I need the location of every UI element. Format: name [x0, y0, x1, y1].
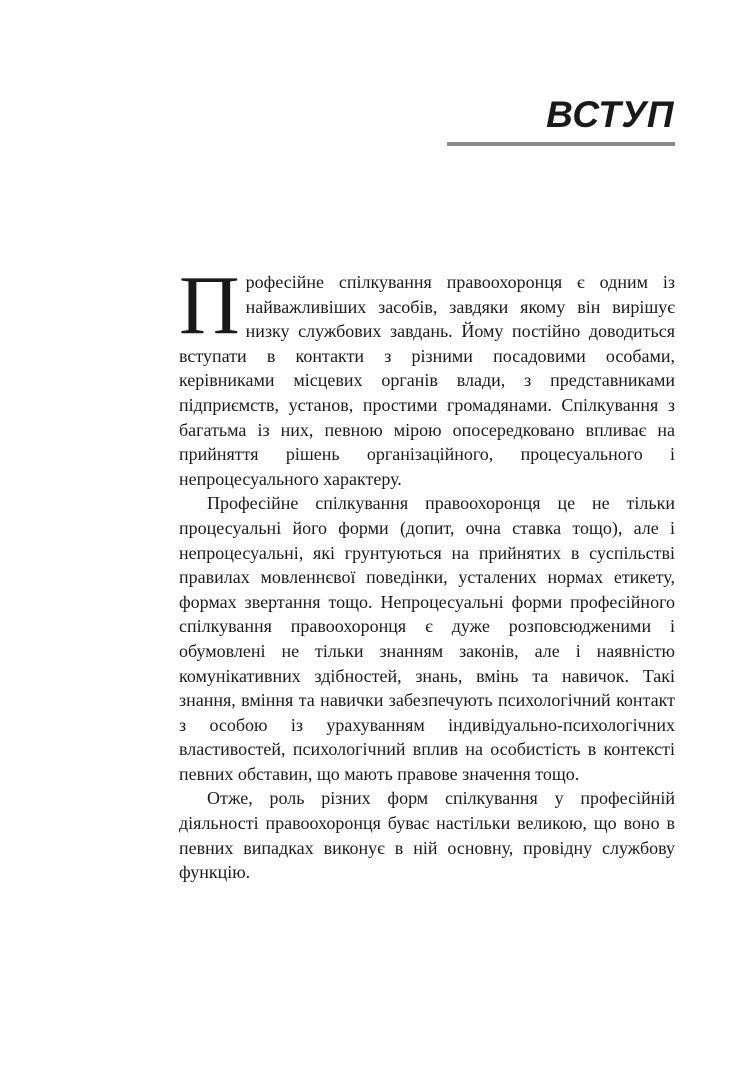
paragraph-3: Отже, роль різних форм спілкування у професійній діяльності правоохоронця буває настільки великою, що воно в певних випадках виконує в ній основну, провідну службову функцію.: [179, 788, 675, 883]
paragraph-2: Професійне спілкування правоохоронця це не тільки процесуальні його форми (допит, очна ставка тощо), але і непроцесуальні, які грунтуються на прийнятих в суспільстві правилах мовленнєвої поведінки, усталених нормах етикету, формах звертання тощо. Непроцесуальні форми професійного спілкування правоохоронця є дуже розповсюдженими і обумовлені не тільки знанням законів, але і наявністю комунікативних здібностей, знань, вмінь та навичок. Такі знання, вміння та навички забезпечують психологічний контакт з особою із урахуванням індивідуально-психологічних властивостей, психологічний вплив на особистість в контексті певних обставин, що мають правове значення тощо.: [179, 493, 675, 784]
paragraph-1-text: рофесійне спілкування правоохоронця є одним із найважливіших засобів, завдяки якому він вирішує низку службових завдань. Йому постійно доводиться вступати в контакти з різними посадовими особами, керівниками місцевих органів влади, з представниками підприємств, установ, простими громадянами. Спілкування з багатьма із них, певною мірою опосередковано впливає на прийняття рішень організаційного, процесуального і непроцесуального характеру.: [179, 272, 675, 489]
heading-underline: [447, 142, 675, 146]
paragraph-1: [179, 259, 675, 491]
section-heading: ВСТУП: [546, 94, 674, 135]
drop-cap: П: [179, 259, 240, 352]
body-text: [179, 259, 675, 885]
